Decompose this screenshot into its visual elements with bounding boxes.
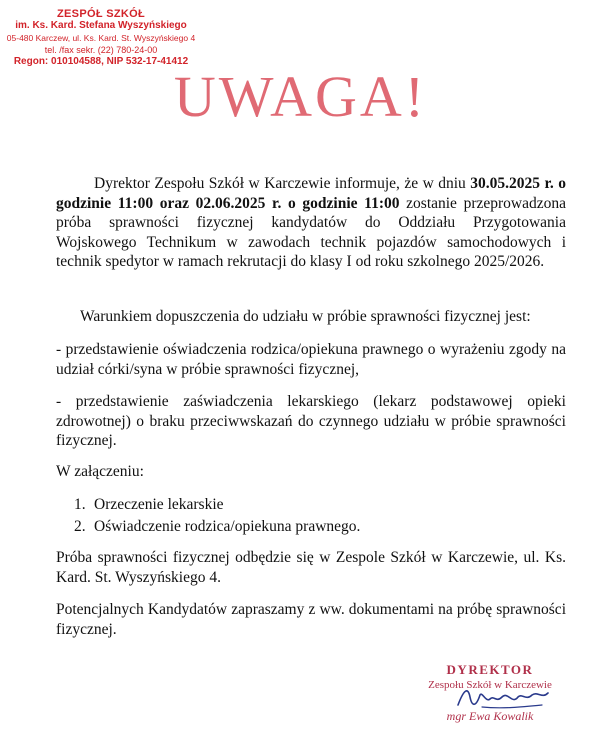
director-title: DYREKTOR <box>446 662 534 677</box>
list-item-number: 2. <box>74 518 86 535</box>
stamp-line-4: tel. /fax sekr. (22) 780-24-00 <box>44 45 158 55</box>
requirement-1: - przedstawienie oświadczenia rodzica/opiekuna prawnego o wyrażeniu zgody na udział córki/syna w próbie sprawności fizycznej, <box>56 341 566 378</box>
signature-icon <box>452 683 552 713</box>
intro-part-1: Dyrektor Zespołu Szkół w Karczewie informuje, że w dniu <box>94 175 471 192</box>
stamp-line-5: Regon: 010104588, NIP 532-17-41412 <box>13 56 189 67</box>
exam-dates: 30.05.2025 r. o godzinie 11:00 oraz 02.06.2025 r. o godzinie 11:00 <box>56 175 566 212</box>
list-item-number: 1. <box>74 496 86 513</box>
school-stamp <box>6 8 196 68</box>
stamp-line-3: 05-480 Karczew, ul. Ks. Kard. St. Wyszyńskiego 4 <box>6 33 196 43</box>
invitation-paragraph: Potencjalnych Kandydatów zapraszamy z ww. dokumentami na próbę sprawności fizycznej. <box>56 601 566 638</box>
requirement-2: - przedstawienie zaświadczenia lekarskiego (lekarz podstawowej opieki zdrowotnej) o braku przeciwwskazań do czynnego udziału w próbie sprawności fizycznej. <box>56 393 566 449</box>
list-item-text: Orzeczenie lekarskie <box>94 496 224 513</box>
director-school: Zespołu Szkół w Karczewie <box>428 679 552 691</box>
stamp-line-2: im. Ks. Kard. Stefana Wyszyńskiego <box>15 20 187 31</box>
list-item <box>74 517 554 539</box>
intro-paragraph <box>56 174 566 272</box>
notice-title: UWAGA! <box>173 64 428 129</box>
attachments-heading: W załączeniu: <box>56 463 144 480</box>
intro-part-2: zostanie przeprowadzona próba sprawności fizycznej kandydatów do Oddziału Przygotowania Wojskowego Technikum w zawodach technik pojazdów samochodowych i technik spedytor w ramach rekrutacji do klasy I od roku szkolnego 2025/2026. <box>56 194 567 270</box>
attachments-list <box>74 495 554 539</box>
condition-paragraph: Warunkiem dopuszczenia do udziału w próbie sprawności fizycznej jest: <box>80 308 531 325</box>
director-name: mgr Ewa Kowalik <box>446 709 534 723</box>
location-paragraph: Próba sprawności fizycznej odbędzie się w Zespole Szkół w Karczewie, ul. Ks. Kard. St. Wyszyńskiego 4. <box>56 549 566 586</box>
list-item <box>74 495 554 517</box>
list-item-text: Oświadczenie rodzica/opiekuna prawnego. <box>94 518 361 535</box>
stamp-line-1: ZESPÓŁ SZKÓŁ <box>57 8 145 20</box>
